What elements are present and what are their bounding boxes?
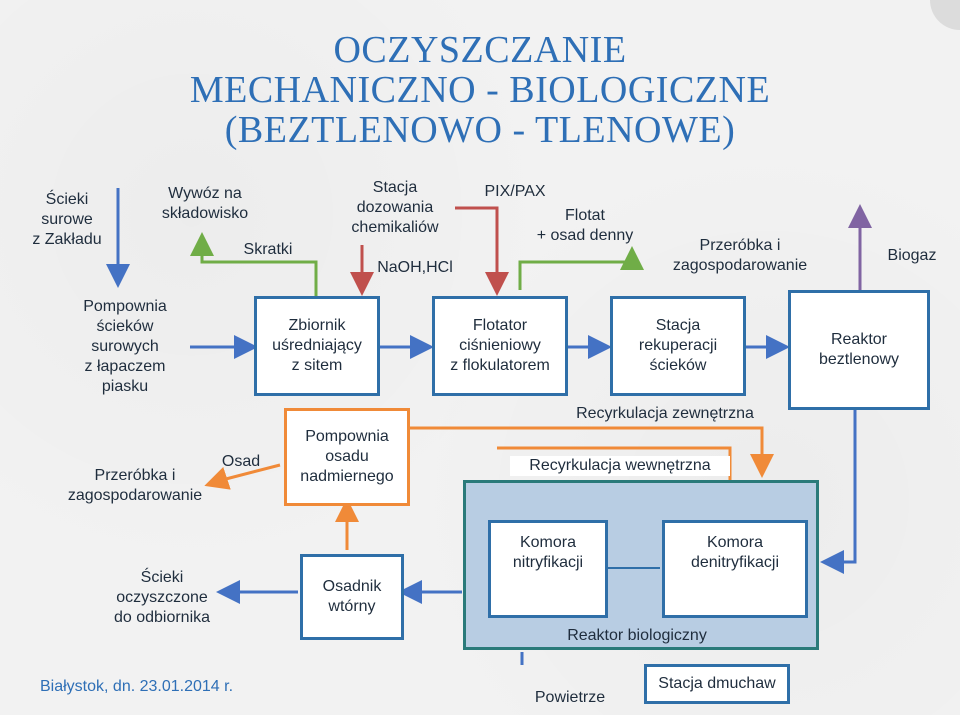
title-line-3: (BEZTLENOWO - TLENOWE) xyxy=(224,109,736,151)
box-equalization-tank-text: Zbiornik uśredniający z sitem xyxy=(272,317,362,374)
label-bio-reactor: Reaktor biologiczny xyxy=(567,627,707,644)
box-recovery-station-text: Stacja rekuperacji ścieków xyxy=(638,317,718,374)
box-recovery-station xyxy=(610,296,746,396)
box-blower-station-text: Stacja dmuchaw xyxy=(658,675,776,692)
box-raw-pumping-station-text: Pompownia ścieków surowych z łapaczem piasku xyxy=(83,298,167,395)
label-external-recirculation: Recyrkulacja zewnętrzna xyxy=(576,405,754,422)
box-sludge-pumping-text: Pompownia osadu nadmiernego xyxy=(300,428,394,485)
label-pix-pax: PIX/PAX xyxy=(484,183,546,200)
label-raw-sewage: Ścieki surowe z Zakładu xyxy=(32,191,102,248)
box-equalization-tank xyxy=(254,296,380,396)
label-sludge: Osad xyxy=(221,453,261,470)
label-screenings: Skratki xyxy=(243,241,293,258)
box-secondary-clarifier xyxy=(300,554,404,640)
arrow-anaerobic-to-bio xyxy=(826,410,855,562)
box-sludge-pumping xyxy=(284,408,410,506)
box-pressure-flotator-text: Flotator ciśnieniowy z flokulatorem xyxy=(450,317,550,374)
box-pressure-flotator xyxy=(432,296,568,396)
box-denitrification-chamber-text: Komora denitryfikacji xyxy=(690,534,780,571)
box-anaerobic-reactor-text: Reaktor beztlenowy xyxy=(818,331,900,368)
label-processing-left: Przeróbka i zagospodarowanie xyxy=(67,467,203,504)
arrow-flotate xyxy=(520,252,632,290)
box-anaerobic-reactor xyxy=(788,290,930,410)
label-biogas: Biogaz xyxy=(887,247,937,264)
box-blower-station xyxy=(644,664,790,704)
box-nitrification-chamber-text: Komora nitryfikacji xyxy=(512,534,584,571)
label-processing-top: Przeróbka i zagospodarowanie xyxy=(672,237,808,274)
arrow-dosing-pix xyxy=(455,208,497,290)
label-landfill-disposal: Wywóz na składowisko xyxy=(161,185,249,222)
box-secondary-clarifier-text: Osadnik wtórny xyxy=(322,578,382,615)
footer-date: Białystok, dn. 23.01.2014 r. xyxy=(40,678,234,695)
label-dosing-station: Stacja dozowania chemikaliów xyxy=(351,179,439,236)
title-line-2: MECHANICZNO - BIOLOGICZNE xyxy=(189,69,771,111)
label-treated-sewage: Ścieki oczyszczone do odbiornika xyxy=(113,569,211,626)
title-line-1: OCZYSZCZANIE xyxy=(333,29,627,71)
label-naoh-hcl: NaOH,HCl xyxy=(377,259,453,276)
box-denitrification-chamber xyxy=(662,520,808,618)
label-air: Powietrze xyxy=(534,689,606,706)
label-flotate: Flotat + osad denny xyxy=(536,207,634,244)
box-nitrification-chamber xyxy=(488,520,608,618)
label-internal-recirculation: Recyrkulacja wewnętrzna xyxy=(510,456,730,476)
box-raw-pumping-station xyxy=(58,284,192,410)
